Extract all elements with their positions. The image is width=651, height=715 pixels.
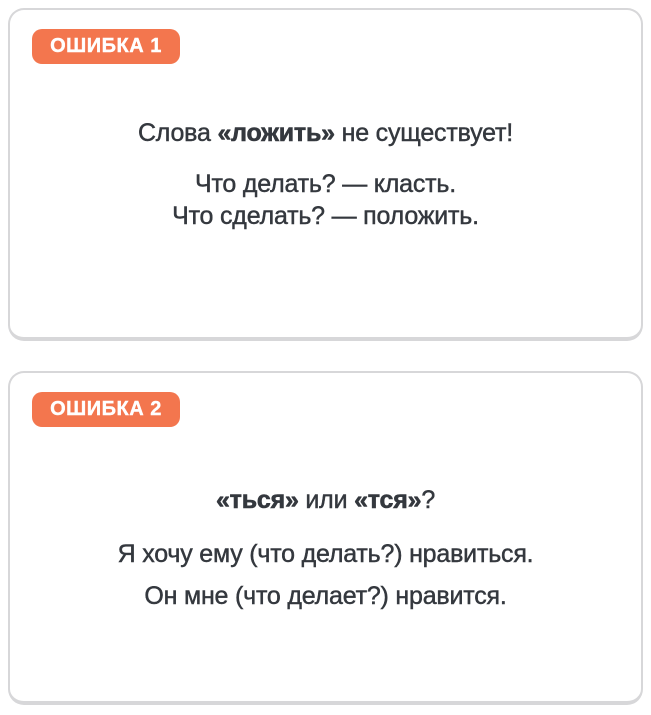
error-card-1: [8, 8, 643, 341]
example-line: Что сделать? — положить.: [172, 202, 479, 230]
error-2-badge: ОШИБКА 2: [32, 392, 180, 427]
example-line: Я хочу ему (что делать?) нравиться.: [117, 540, 534, 568]
error-card-2: [8, 371, 643, 705]
example-line: Что делать? — класть.: [195, 170, 456, 198]
error-1-heading: [10, 118, 641, 148]
example-line: Он мне (что делает?) нравится.: [144, 582, 507, 610]
error-2-examples: [10, 533, 641, 617]
error-1-badge: ОШИБКА 1: [32, 29, 180, 64]
error-2-heading: [10, 485, 641, 515]
heading-segment: не существует!: [334, 119, 514, 147]
heading-segment: Слова: [137, 119, 218, 147]
heading-segment: или: [298, 486, 355, 514]
heading-segment-bold: «тся»: [354, 486, 422, 514]
heading-segment-bold: «ложить»: [217, 119, 335, 147]
heading-segment: ?: [421, 486, 436, 514]
heading-segment-bold: «ться»: [215, 486, 299, 514]
error-1-examples: [10, 168, 641, 232]
